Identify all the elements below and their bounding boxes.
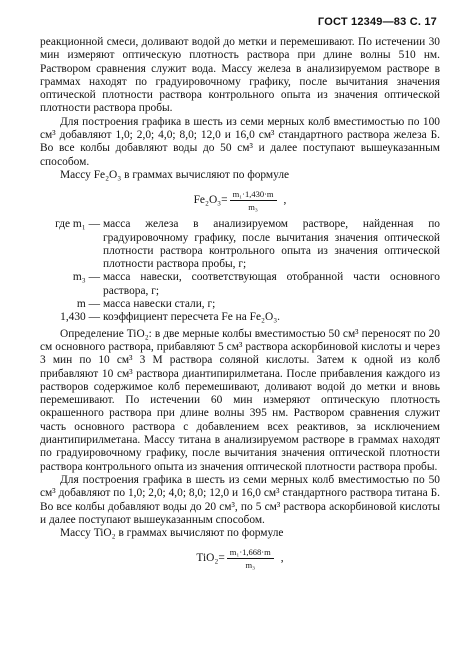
definition-text: коэффициент пересчета Fe на Fe₂O₃. — [103, 311, 281, 324]
formula-fe2o3-fraction — [230, 189, 277, 212]
formula-tio2-numerator: m₁·1,668·m — [227, 547, 274, 559]
definition-m1 — [40, 218, 440, 271]
paragraph-iron-measurement: реакционной смеси, доливают водой до метки и перемешивают. По истечении 30 мин измеряют оптическую плотность раствора при длине волны 510 нм. Раствором сравнения служит вода. Массу железа в анализируемом растворе в граммах находят по градуировочному графику, после вычитания значения оптической плотности раствора контрольного опыта из значения оптической плотности раствора пробы. — [40, 36, 440, 115]
definition-term: m — — [76, 298, 100, 311]
paragraph-titanium-calibration: Для построения графика в шесть из семи мерных колб вместимостью по 50 см³ добавляют по 1,0; 2,0; 4,0; 8,0; 12,0 и 16,0 см³ стандартного раствора титана Б. Во все колбы добавляют воды до 20 см³, по 5 см³ раствора аскорбиновой кислоты и далее поступают вышеуказанным способом. — [40, 473, 440, 526]
paragraph-iron-formula-intro: Массу Fe₂O₃ в граммах вычисляют по формуле — [60, 168, 290, 181]
definition-text: масса железа в анализируемом растворе, найденная по градуировочному графику, после вычитания значения оптической плотности раствора контрольного опыта из значения оптической плотности раствора пробы, г; — [103, 218, 440, 271]
definition-text: масса навески стали, г; — [103, 298, 216, 311]
definition-text: масса навески, соответствующая отобранной части основного раствора, г; — [103, 271, 440, 297]
paragraph-titanium-procedure: Определение TiO₂: в две мерные колбы вместимостью 50 см³ переносят по 20 см основного раствора, прибавляют 5 см³ раствора аскорбиновой кислоты и через 3 мин по 10 см³ 3 М раствора соляной кислоты. Затем к одной из колб прибавляют 10 см³ раствора диантипирилметана. После прибавления каждого из растворов содержимое колб перемешивают, доливают водой до метки и вновь перемешивают. По истечении 60 мин измеряют оптическую плотность окрашенного раствора при длине волны 395 нм. Раствором сравнения служит часть основного раствора с добавлением всех реактивов, за исключением диантипирилметана. Массу титана в анализируемом растворе в граммах находят по градуировочному графику, после вычитания значения оптической плотности раствора контрольного опыта из значения оптической плотности раствора пробы. — [40, 327, 440, 473]
formula-fe2o3-denominator: m₃ — [248, 202, 258, 213]
paragraph-iron-calibration: Для построения графика в шесть из семи мерных колб вместимостью по 100 см³ добавляют 1,0; 2,0; 4,0; 8,0; 12,0 и 16,0 см³ стандартного раствора железа Б. Во все колбы добавляют воды до 50 см³ и далее поступают вышеуказанным способом. — [40, 115, 440, 168]
formula-fe2o3-comma: , — [283, 194, 287, 207]
definition-term: где m₁ — — [55, 218, 100, 231]
formula-fe2o3 — [40, 189, 440, 212]
variable-definitions — [40, 218, 440, 324]
definition-coefficient — [40, 311, 440, 324]
formula-tio2-comma: , — [280, 552, 284, 565]
formula-tio2-fraction — [227, 547, 274, 570]
definition-term: m₃ — — [72, 271, 100, 284]
formula-fe2o3-numerator: m₁·1,430·m — [230, 189, 277, 201]
formula-fe2o3-lhs: Fe₂O₃= — [193, 194, 228, 207]
formula-tio2 — [40, 547, 440, 570]
definition-term: 1,430 — — [60, 311, 100, 324]
paragraph-titanium-formula-intro: Массу TiO₂ в граммах вычисляют по формуле — [60, 527, 284, 540]
definition-m — [40, 298, 440, 311]
page-header: ГОСТ 12349—83 С. 17 — [317, 16, 437, 28]
formula-tio2-denominator: m₃ — [245, 560, 256, 571]
document-body — [40, 36, 440, 576]
formula-tio2-lhs: TiO₂= — [196, 552, 225, 565]
definition-m3 — [40, 271, 440, 298]
